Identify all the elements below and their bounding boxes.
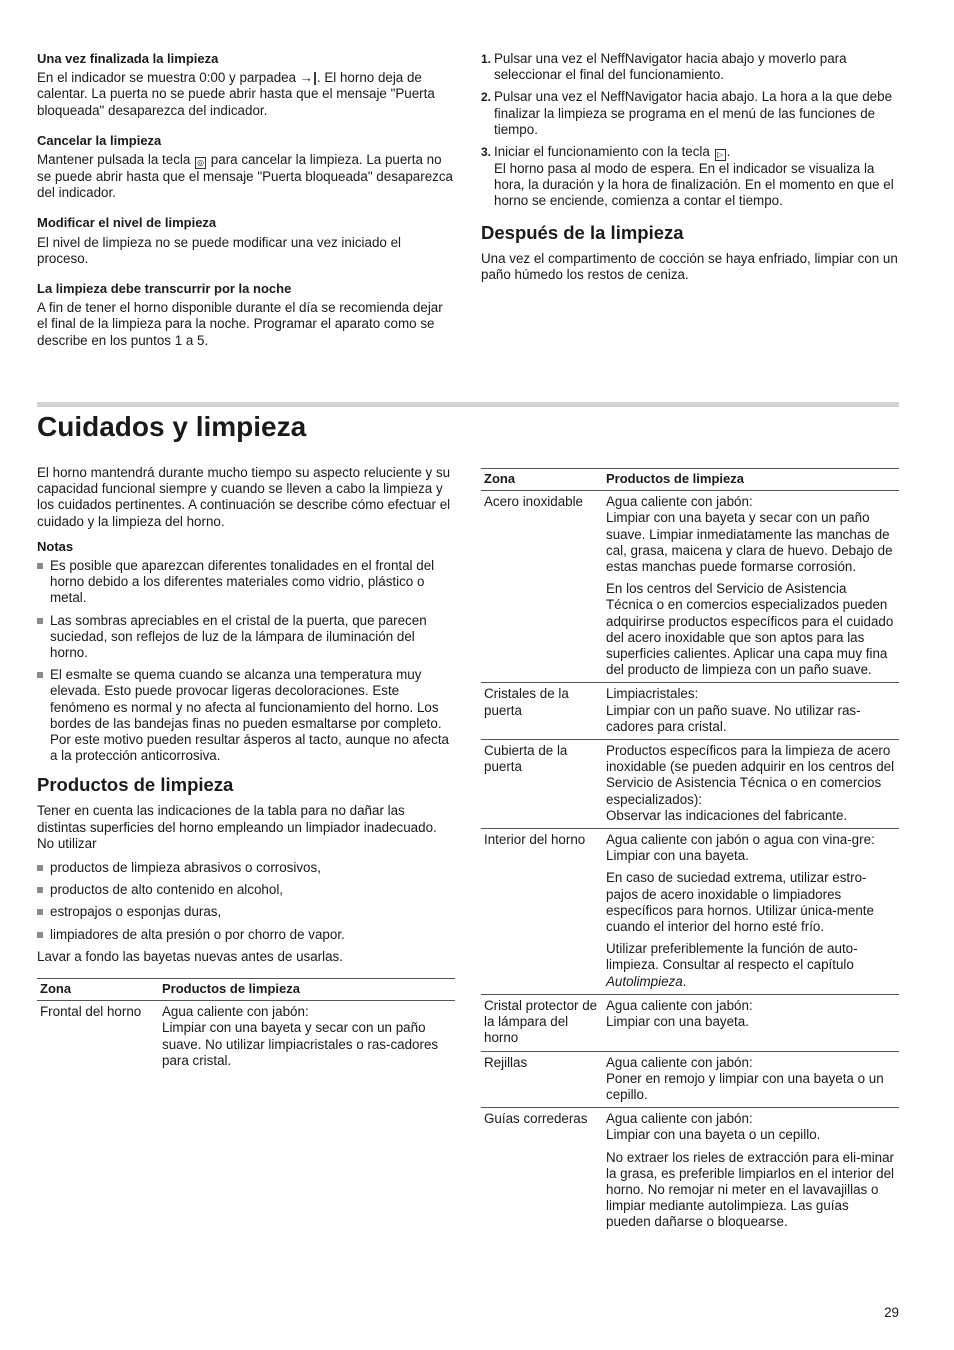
section-block — [37, 281, 455, 349]
section-text: El nivel de limpieza no se puede modificar una vez iniciado el proceso. — [37, 234, 401, 266]
zone-cell: Frontal del horno — [40, 1004, 142, 1020]
products-cell — [159, 1001, 455, 1073]
avoid-item — [37, 904, 455, 920]
bullet-text: El esmalte se quema cuando se alcanza una temperatura muy elevada. Esto puede provocar ligeras decoloraciones. Este fenómeno es normal y no afecta al funcionamiento del horno. Los bordes de las bandejas finas no pueden esmaltarse por completo. Por este motivo pueden resultar ásperos al tacto, aunque no afecta a la protección anticorrosiva. — [50, 667, 449, 764]
chapter-ref: Autolimpieza — [606, 973, 683, 989]
products-cell — [603, 683, 899, 740]
section-block — [37, 51, 455, 119]
stop-key-icon: ◎ — [195, 157, 206, 169]
section-block — [37, 215, 455, 267]
avoid-item — [37, 882, 455, 898]
products-cell — [603, 1108, 899, 1235]
note-item — [37, 667, 455, 764]
note-item — [37, 613, 455, 662]
intro-text: El horno mantendrá durante mucho tiempo su aspecto reluciente y su capacidad funcional siempre y cuando se lleven a cabo la limpieza y los cuidados pertinentes. A continuación se describe cómo efectuar el cuidado y la limpieza del horno. — [37, 465, 451, 529]
bullet-text: productos de limpieza abrasivos o corrosivos, — [50, 860, 321, 876]
cell-paragraph: Agua caliente con jabón: Limpiar con una bayeta. — [606, 997, 753, 1030]
bullet-square-icon — [37, 618, 43, 624]
table-row — [481, 683, 899, 740]
products-cell — [603, 829, 899, 995]
cell-paragraph: Agua caliente con jabón: Limpiar con una bayeta y secar con un paño suave. Limpiar inmediatamente las manchas de cal, grasa, maicena y clara de huevo. Debajo de estas manchas puede formarse corrosión. — [606, 494, 893, 575]
step-number: 3. — [481, 145, 492, 160]
start-key-icon: ▷ — [715, 149, 726, 161]
products-heading: Productos de limpieza — [37, 774, 234, 796]
bullet-square-icon — [37, 932, 43, 938]
section-heading: Una vez finalizada la limpieza — [37, 51, 219, 66]
section-heading: Cancelar la limpieza — [37, 132, 162, 148]
bullet-text: productos de alto contenido en alcohol, — [50, 882, 284, 898]
bullet-text: estropajos o esponjas duras, — [50, 904, 222, 920]
cell-paragraph: Utilizar preferiblemente la función de auto-limpieza. Consultar al respecto el capítulo Autolimpieza. — [606, 941, 858, 989]
page-number: 29 — [884, 1305, 899, 1320]
products-header: Productos de limpieza — [159, 979, 455, 1001]
section-text: En el indicador se muestra 0:00 y parpadea →|. El horno deja de calentar. La puerta no se puede abrir hasta que el mensaje "Puerta bloqueada" desaparezca del indicador. — [37, 70, 435, 118]
bullet-text: limpiadores de alta presión o por chorro de vapor. — [50, 926, 345, 942]
cell-paragraph: Productos específicos para la limpieza de acero inoxidable (se pueden adquirir en los centros del Servicio de Asistencia Técnica o en comercios especializados): Observar las indicaciones del fabricante. — [606, 743, 895, 823]
step-item — [481, 89, 899, 138]
wash-note: Lavar a fondo las bayetas nuevas antes de usarlas. — [37, 948, 343, 964]
bullet-square-icon — [37, 909, 43, 915]
after-cleaning-heading: Después de la limpieza — [481, 221, 684, 243]
bullet-square-icon — [37, 563, 43, 569]
section-heading: Modificar el nivel de limpieza — [37, 215, 217, 231]
step-item — [481, 144, 899, 210]
zone-cell: Acero inoxidable — [481, 491, 603, 683]
notes-list — [37, 558, 455, 764]
zone-header: Zona — [481, 469, 603, 491]
step-text: Pulsar una vez el NeffNavigator hacia abajo. La hora a la que debe finalizar la limpieza se programa en el menú de las funciones de tiempo. — [494, 89, 893, 137]
cell-paragraph: Agua caliente con jabón: Limpiar con una bayeta o un cepillo. — [606, 1111, 821, 1143]
cell-paragraph: En los centros del Servicio de Asistencia Técnica o en comercios especializados pueden adquirirse productos específicos para el cuidado del acero inoxidable que son aptos para las superficies calientes. Aplicar una capa muy fina del producto de limpieza con un paño suave. — [606, 581, 894, 678]
bullet-text: Es posible que aparezcan diferentes tonalidades en el frontal del horno debido a los diferentes materiales como vidrio, plástico o metal. — [50, 558, 435, 606]
cell-paragraph: Limpiacristales: Limpiar con un paño suave. No utilizar ras-cadores para cristal. — [606, 686, 861, 734]
products-cell — [603, 1051, 899, 1108]
step-number: 2. — [481, 90, 492, 105]
cell-paragraph: Agua caliente con jabón o agua con vina-gre: Limpiar con una bayeta. — [606, 832, 875, 864]
steps-list — [481, 51, 899, 210]
table-row — [481, 491, 899, 683]
bullet-square-icon — [37, 672, 43, 678]
zone-cell: Rejillas — [481, 1051, 603, 1108]
bottom-left-column — [37, 465, 455, 1073]
step-number: 1. — [481, 52, 492, 66]
avoid-item — [37, 860, 455, 876]
step-item — [481, 51, 899, 83]
products-header: Productos de limpieza — [603, 469, 899, 491]
zone-cell: Interior del horno — [481, 829, 603, 995]
bullet-square-icon — [37, 887, 43, 893]
cleaning-table-front — [37, 978, 455, 1073]
step-detail: El horno pasa al modo de espera. En el indicador se visualiza la hora, la duración y la hora de finalización. En el momento en que el horno se enciende, comienza a contar el tiempo. — [494, 161, 894, 209]
table-row — [481, 994, 899, 1051]
section-text: A fin de tener el horno disponible durante el día se recomienda dejar el final de la limpieza para la noche. Programar el aparato como se describe en los puntos 1 a 5. — [37, 300, 443, 348]
cell-paragraph: Agua caliente con jabón: Poner en remojo y limpiar con una bayeta o un cepillo. — [606, 1054, 884, 1102]
table-row — [481, 829, 899, 995]
notes-heading: Notas — [37, 538, 74, 554]
zone-cell: Cristales de la puerta — [481, 683, 603, 740]
table-row — [481, 1108, 899, 1235]
products-cell — [603, 994, 899, 1051]
zone-cell: Cubierta de la puerta — [481, 740, 603, 829]
cell-paragraph: En caso de suciedad extrema, utilizar estro-pajos de acero inoxidable o limpiadores específicos para hornos. Utilizar única-mente cuando el interior del horno esté frío. — [606, 870, 874, 935]
bottom-right-column — [481, 468, 899, 1235]
products-intro: Tener en cuenta las indicaciones de la tabla para no dañar las distintas superficies del horno empleando un limpiador inadecuado. No utilizar — [37, 803, 437, 851]
bullet-square-icon — [37, 865, 43, 871]
zone-cell: Cristal protector de la lámpara del horno — [481, 994, 603, 1051]
zone-header: Zona — [37, 979, 159, 1001]
page-title: Cuidados y limpieza — [37, 411, 307, 442]
top-right-column — [481, 51, 899, 283]
avoid-list — [37, 860, 455, 943]
zone-cell: Guías correderas — [484, 1111, 588, 1127]
cell-paragraph: No extraer los rieles de extracción para eli-minar la grasa, es preferible limpiarlos en el interior del horno. No remojar ni meter en el lavavajillas o limpiar mediante autolimpieza. Las guías pueden dañarse o bloquearse. — [606, 1149, 895, 1230]
avoid-item — [37, 927, 455, 943]
table-row — [481, 1051, 899, 1108]
section-block — [37, 133, 455, 202]
cell-paragraph: Agua caliente con jabón: Limpiar con una bayeta y secar con un paño suave. No utilizar limpiacristales o ras-cadores para cristal. — [162, 1004, 439, 1068]
step-text: Iniciar el funcionamiento con la tecla ▷ . — [494, 144, 731, 160]
products-cell — [603, 740, 899, 829]
section-heading: La limpieza debe transcurrir por la noche — [37, 281, 292, 297]
bullet-text: Las sombras apreciables en el cristal de la puerta, que parecen suciedad, son reflejos de luz de la lámpara de iluminación del horno. — [50, 612, 427, 661]
step-text: Pulsar una vez el NeffNavigator hacia abajo y moverlo para seleccionar el final del funcionamiento. — [494, 51, 847, 83]
table-row — [37, 1001, 455, 1073]
after-cleaning-text: Una vez el compartimento de cocción se haya enfriado, limpiar con un paño húmedo los restos de ceniza. — [481, 250, 898, 282]
section-text: Mantener pulsada la tecla ◎ para cancelar la limpieza. La puerta no se puede abrir hasta que el mensaje "Puerta bloqueada" desaparezca del indicador. — [37, 152, 453, 201]
note-item — [37, 558, 455, 607]
products-cell — [603, 491, 899, 683]
cleaning-table-main — [481, 468, 899, 1235]
top-left-column — [37, 51, 455, 363]
end-arrow-icon: →| — [299, 70, 317, 86]
table-row — [481, 740, 899, 829]
